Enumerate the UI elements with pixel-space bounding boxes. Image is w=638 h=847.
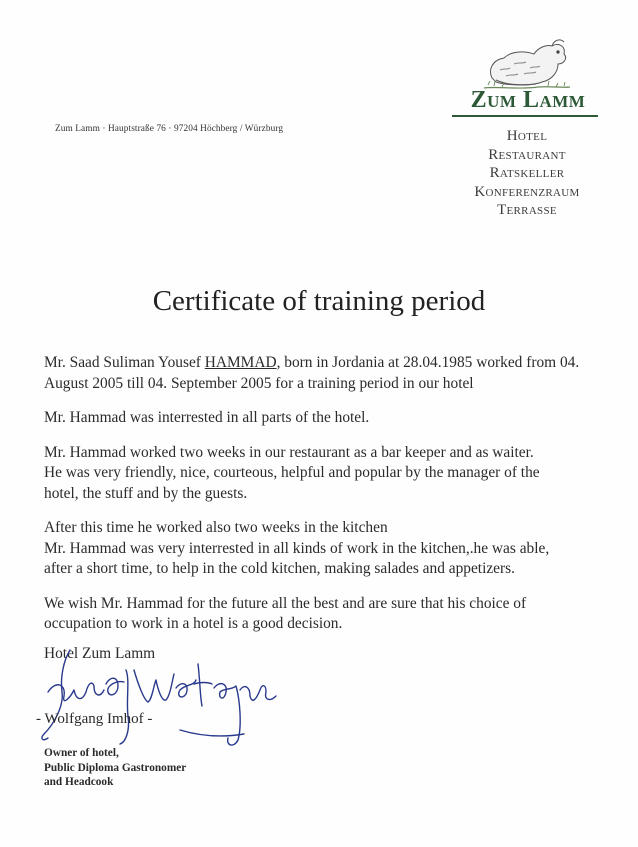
signer-name: - Wolfgang Imhof - xyxy=(36,711,153,727)
kitchen-line-3: after a short time, to help in the cold kitchen, making salades and appetizers. xyxy=(44,560,515,577)
intro-text-start: Mr. Saad Suliman Yousef xyxy=(44,354,205,371)
closing-hotel-name: Hotel Zum Lamm xyxy=(44,645,156,662)
restaurant-line-3: hotel, the stuff and by the guests. xyxy=(44,484,248,502)
paragraph-interest: Mr. Hammad was interrested in all parts of the hotel. xyxy=(44,409,370,426)
paragraph-restaurant xyxy=(44,443,624,505)
wishes-line-1: We wish Mr. Hammad for the future all the best and are sure that his choice of xyxy=(44,594,527,612)
document-title: Certificate of training period xyxy=(152,285,486,317)
brand-name: Zum Lamm xyxy=(470,87,586,113)
signer-role-line-1: Owner of hotel, xyxy=(44,747,119,759)
document-body xyxy=(44,353,624,649)
services-list xyxy=(452,127,602,220)
paragraph-wishes xyxy=(44,594,624,635)
service-hotel: Hotel xyxy=(506,128,548,144)
restaurant-line-1: Mr. Hammad worked two weeks in our restaurant as a bar keeper and as waiter. xyxy=(44,443,534,461)
lamb-icon xyxy=(478,30,574,94)
service-ratskeller: Ratskeller xyxy=(489,165,565,181)
kitchen-line-2: Mr. Hammad was very interrested in all kinds of work in the kitchen,.he was able, xyxy=(44,539,550,557)
signer-role-line-2: Public Diploma Gastronomer xyxy=(44,761,187,774)
service-restaurant: Restaurant xyxy=(488,146,566,163)
brand-underline xyxy=(452,115,598,117)
paragraph-intro xyxy=(44,353,624,394)
intro-text-end: , born in Jordania at 28.04.1985 worked from 04. August 2005 till 04. September 2005 for a training period in our hotel xyxy=(44,354,580,392)
service-konferenzraum: Konferenzraum xyxy=(474,183,580,200)
signer-role xyxy=(44,746,186,790)
sender-address: Zum Lamm · Hauptstraße 76 · 97204 Höchberg / Würzburg xyxy=(55,124,284,134)
signer-role-line-3: and Headcook xyxy=(44,776,114,788)
paragraph-kitchen xyxy=(44,518,624,580)
trainee-surname: HAMMAD xyxy=(204,354,277,371)
service-terrasse: Terrasse xyxy=(497,202,557,218)
wishes-line-2: occupation to work in a hotel is a good decision. xyxy=(44,615,343,632)
restaurant-line-2: He was very friendly, nice, courteous, helpful and popular by the manager of the xyxy=(44,464,540,481)
kitchen-line-1: After this time he worked also two weeks in the kitchen xyxy=(44,519,388,536)
handwritten-signature xyxy=(30,640,280,755)
